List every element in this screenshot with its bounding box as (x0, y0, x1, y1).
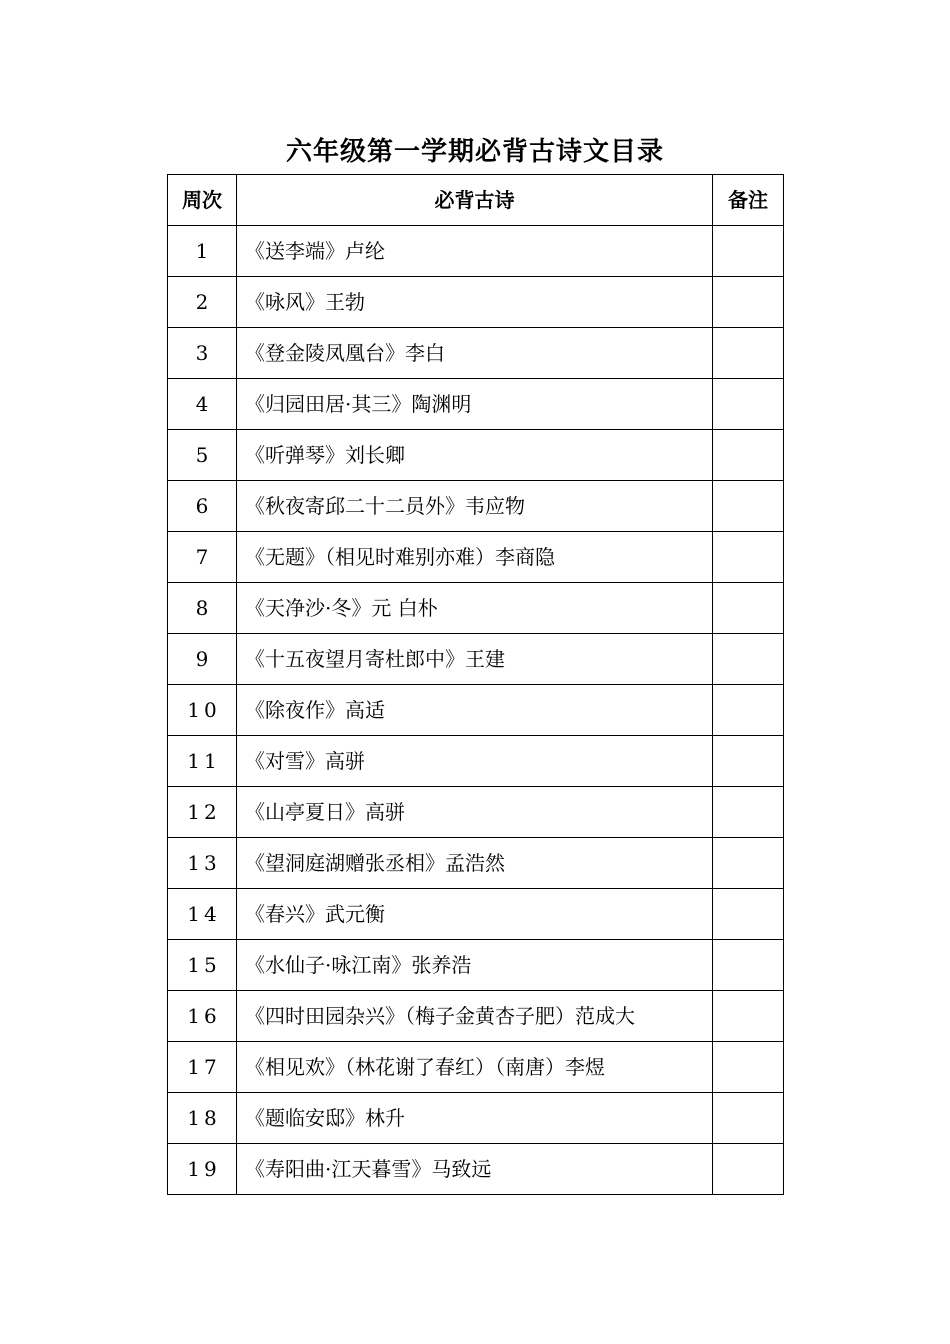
note-cell (713, 277, 784, 328)
week-cell: 11 (168, 736, 237, 787)
table-row (168, 889, 784, 940)
table-row (168, 1144, 784, 1195)
poem-cell: 《寿阳曲·江天暮雪》马致远 (237, 1144, 713, 1195)
note-cell (713, 940, 784, 991)
note-cell (713, 838, 784, 889)
week-cell: 1 (168, 226, 237, 277)
note-cell (713, 991, 784, 1042)
poem-cell: 《送李端》卢纶 (237, 226, 713, 277)
poem-cell: 《咏风》王勃 (237, 277, 713, 328)
poem-cell: 《相见欢》（林花谢了春红）（南唐）李煜 (237, 1042, 713, 1093)
poem-cell: 《山亭夏日》高骈 (237, 787, 713, 838)
note-cell (713, 736, 784, 787)
table-row (168, 685, 784, 736)
poem-cell: 《登金陵凤凰台》李白 (237, 328, 713, 379)
week-cell: 12 (168, 787, 237, 838)
table-row (168, 991, 784, 1042)
week-cell: 6 (168, 481, 237, 532)
poem-cell: 《天净沙·冬》元 白朴 (237, 583, 713, 634)
poem-table (167, 174, 784, 1195)
table-row (168, 226, 784, 277)
week-cell: 8 (168, 583, 237, 634)
note-cell (713, 583, 784, 634)
note-cell (713, 379, 784, 430)
week-cell: 16 (168, 991, 237, 1042)
table-row (168, 532, 784, 583)
poem-cell: 《题临安邸》林升 (237, 1093, 713, 1144)
poem-cell: 《归园田居·其三》陶渊明 (237, 379, 713, 430)
week-cell: 13 (168, 838, 237, 889)
note-cell (713, 226, 784, 277)
table-row (168, 1093, 784, 1144)
note-cell (713, 685, 784, 736)
poem-cell: 《望洞庭湖赠张丞相》孟浩然 (237, 838, 713, 889)
note-cell (713, 430, 784, 481)
note-cell (713, 634, 784, 685)
table-row (168, 430, 784, 481)
week-cell: 17 (168, 1042, 237, 1093)
week-cell: 3 (168, 328, 237, 379)
week-cell: 5 (168, 430, 237, 481)
week-cell: 2 (168, 277, 237, 328)
note-cell (713, 787, 784, 838)
table-row (168, 1042, 784, 1093)
table-row (168, 379, 784, 430)
poem-cell: 《春兴》武元衡 (237, 889, 713, 940)
note-cell (713, 1093, 784, 1144)
table-row (168, 736, 784, 787)
table-row (168, 583, 784, 634)
table-row (168, 940, 784, 991)
table-row (168, 838, 784, 889)
note-cell (713, 328, 784, 379)
table-row (168, 634, 784, 685)
note-cell (713, 1144, 784, 1195)
table-row (168, 277, 784, 328)
header-note: 备注 (713, 175, 784, 226)
poem-cell: 《秋夜寄邱二十二员外》韦应物 (237, 481, 713, 532)
poem-cell: 《无题》（相见时难别亦难）李商隐 (237, 532, 713, 583)
table-body (168, 226, 784, 1195)
poem-cell: 《听弹琴》刘长卿 (237, 430, 713, 481)
note-cell (713, 532, 784, 583)
poem-cell: 《十五夜望月寄杜郎中》王建 (237, 634, 713, 685)
note-cell (713, 481, 784, 532)
week-cell: 19 (168, 1144, 237, 1195)
week-cell: 4 (168, 379, 237, 430)
note-cell (713, 889, 784, 940)
week-cell: 15 (168, 940, 237, 991)
week-cell: 7 (168, 532, 237, 583)
poem-cell: 《水仙子·咏江南》张养浩 (237, 940, 713, 991)
week-cell: 9 (168, 634, 237, 685)
poem-cell: 《对雪》高骈 (237, 736, 713, 787)
week-cell: 18 (168, 1093, 237, 1144)
note-cell (713, 1042, 784, 1093)
week-cell: 10 (168, 685, 237, 736)
poem-cell: 《除夜作》高适 (237, 685, 713, 736)
poem-cell: 《四时田园杂兴》（梅子金黄杏子肥）范成大 (237, 991, 713, 1042)
table-row (168, 481, 784, 532)
header-week: 周次 (168, 175, 237, 226)
table-row (168, 328, 784, 379)
week-cell: 14 (168, 889, 237, 940)
table-row (168, 787, 784, 838)
table-header-row (168, 175, 784, 226)
header-poem: 必背古诗 (237, 175, 713, 226)
document-title: 六年级第一学期必背古诗文目录 (285, 137, 664, 167)
